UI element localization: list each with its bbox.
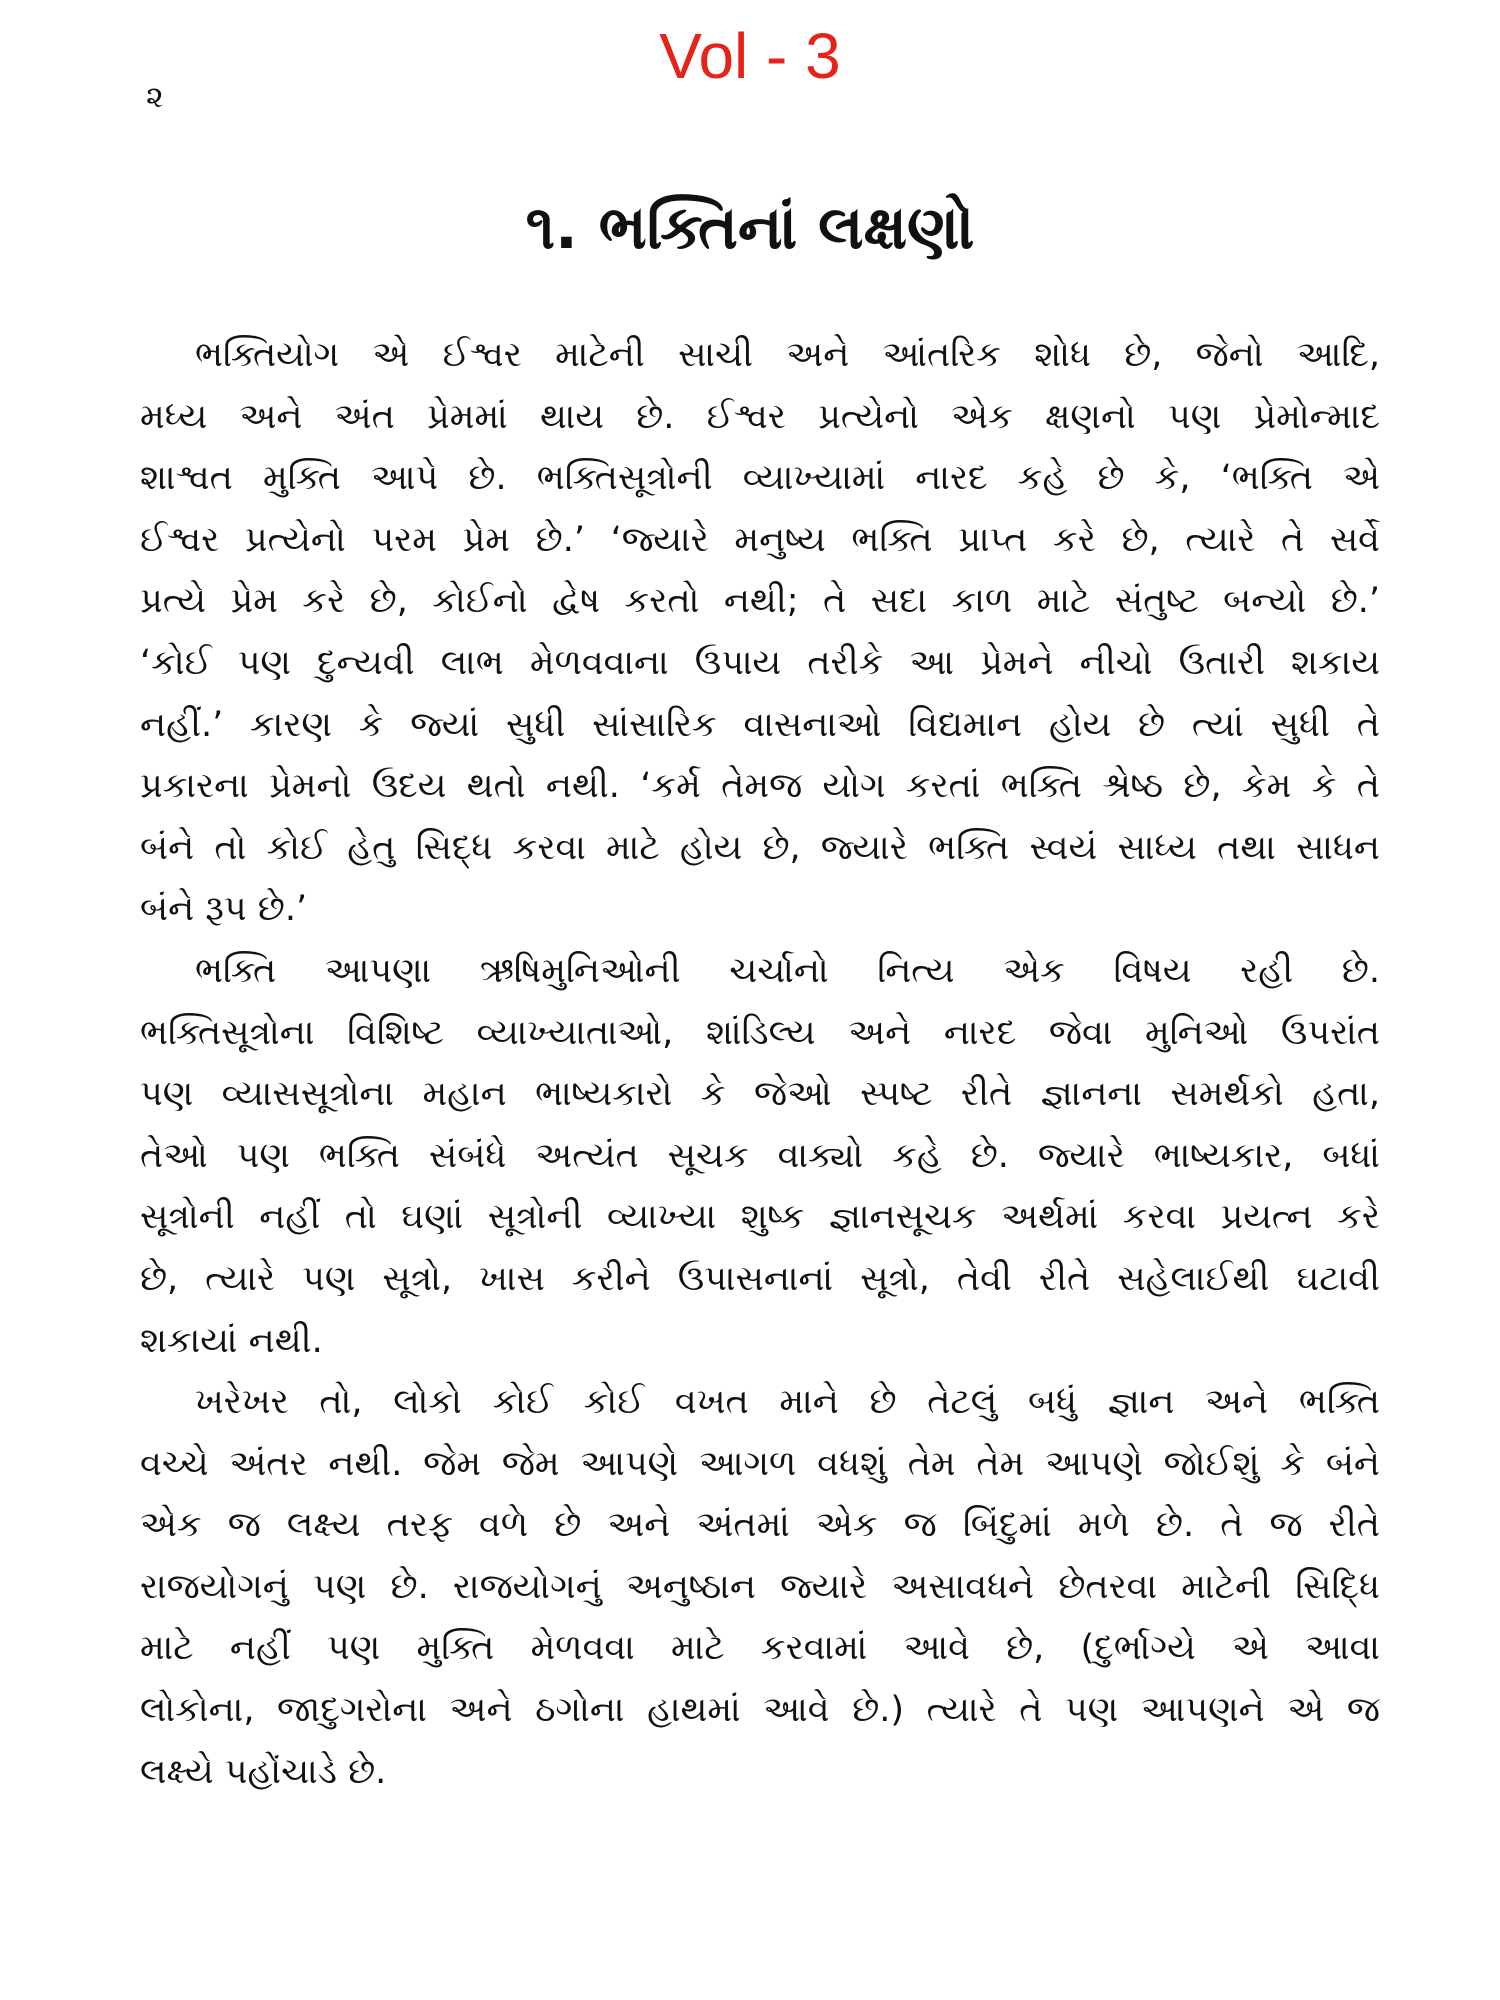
paragraph-1 bbox=[140, 325, 1380, 941]
paragraph-2 bbox=[140, 941, 1380, 1372]
text-line: એક જ લક્ષ્ય તરફ વળે છે અને અંતમાં એક જ બિંદુમાં મળે છે. તે જ રીતે bbox=[140, 1505, 1380, 1546]
text-line: લક્ષ્યે પહોંચાડે છે. bbox=[140, 1751, 387, 1792]
text-line: રાજયોગનું પણ છે. રાજયોગનું અનુષ્ઠાન જ્યારે અસાવધને છેતરવા માટેની સિદ્ધિ bbox=[140, 1566, 1380, 1607]
text-line: વચ્ચે અંતર નથી. જેમ જેમ આપણે આગળ વધશું તેમ તેમ આપણે જોઈશું કે બંને bbox=[140, 1443, 1380, 1484]
text-line: પ્રકારના પ્રેમનો ઉદય થતો નથી. ‘કર્મ તેમજ યોગ કરતાં ભક્તિ શ્રેષ્ઠ છે, કેમ કે તે bbox=[140, 766, 1380, 807]
text-line: ભક્તિ આપણા ઋષિમુનિઓની ચર્ચાનો નિત્ય એક વિષય રહી છે. bbox=[195, 950, 1380, 991]
text-line: ‘કોઈ પણ દુન્યવી લાભ મેળવવાના ઉપાય તરીકે આ પ્રેમને નીચો ઉતારી શકાય bbox=[140, 642, 1380, 683]
text-line: શાશ્વત મુક્તિ આપે છે. ભક્તિસૂત્રોની વ્યાખ્યામાં નારદ કહે છે કે, ‘ભક્તિ એ bbox=[140, 458, 1380, 499]
text-line: મધ્ય અને અંત પ્રેમમાં થાય છે. ઈશ્વર પ્રત્યેનો એક ક્ષણનો પણ પ્રેમોન્માદ bbox=[140, 396, 1380, 437]
text-line: ભક્તિસૂત્રોના વિશિષ્ટ વ્યાખ્યાતાઓ, શાંડિલ્ય અને નારદ જેવા મુનિઓ ઉપરાંત bbox=[140, 1012, 1380, 1053]
text-line: તેઓ પણ ભક્તિ સંબંધે અત્યંત સૂચક વાક્યો કહે છે. જ્યારે ભાષ્યકાર, બધાં bbox=[140, 1135, 1380, 1176]
text-line: પણ વ્યાસસૂત્રોના મહાન ભાષ્યકારો કે જેઓ સ્પષ્ટ રીતે જ્ઞાનના સમર્થકો હતા, bbox=[140, 1074, 1380, 1115]
text-line: ખરેખર તો, લોકો કોઈ કોઈ વખત માને છે તેટલું બધું જ્ઞાન અને ભક્તિ bbox=[195, 1382, 1380, 1423]
text-line: નહીં.’ કારણ કે જ્યાં સુધી સાંસારિક વાસનાઓ વિદ્યમાન હોય છે ત્યાં સુધી તે bbox=[140, 704, 1380, 745]
text-line: બંને રૂપ છે.’ bbox=[140, 889, 308, 930]
text-line: છે, ત્યારે પણ સૂત્રો, ખાસ કરીને ઉપાસનાનાં સૂત્રો, તેવી રીતે સહેલાઈથી ઘટાવી bbox=[140, 1258, 1380, 1299]
text-line: શકાયાં નથી. bbox=[140, 1320, 323, 1361]
volume-label: Vol - 3 bbox=[659, 20, 841, 92]
text-line: ભક્તિયોગ એ ઈશ્વર માટેની સાચી અને આંતરિક શોધ છે, જેનો આદિ, bbox=[195, 335, 1380, 375]
text-line: બંને તો કોઈ હેતુ સિદ્ધ કરવા માટે હોય છે, જ્યારે ભક્તિ સ્વયં સાધ્ય તથા સાધન bbox=[140, 827, 1380, 868]
chapter-title: ૧. ભક્તિનાં લક્ષણો bbox=[525, 193, 975, 263]
paragraph-3 bbox=[140, 1372, 1380, 1803]
body-text bbox=[140, 325, 1380, 1803]
text-line: માટે નહીં પણ મુક્તિ મેળવવા માટે કરવામાં આવે છે, (દુર્ભાગ્યે એ આવા bbox=[140, 1628, 1380, 1669]
text-line: લોકોના, જાદુગરોના અને ઠગોના હાથમાં આવે છે.) ત્યારે તે પણ આપણને એ જ bbox=[140, 1690, 1380, 1731]
page-number: ૨ bbox=[146, 80, 164, 115]
text-line: સૂત્રોની નહીં તો ઘણાં સૂત્રોની વ્યાખ્યા શુષ્ક જ્ઞાનસૂચક અર્થમાં કરવા પ્રયત્ન કરે bbox=[140, 1197, 1380, 1238]
text-line: ઈશ્વર પ્રત્યેનો પરમ પ્રેમ છે.’ ‘જ્યારે મનુષ્ય ભક્તિ પ્રાપ્ત કરે છે, ત્યારે તે સર્વે bbox=[140, 519, 1380, 560]
text-line: પ્રત્યે પ્રેમ કરે છે, કોઈનો દ્વેષ કરતો નથી; તે સદા કાળ માટે સંતુષ્ટ બન્યો છે.’ bbox=[140, 581, 1380, 622]
